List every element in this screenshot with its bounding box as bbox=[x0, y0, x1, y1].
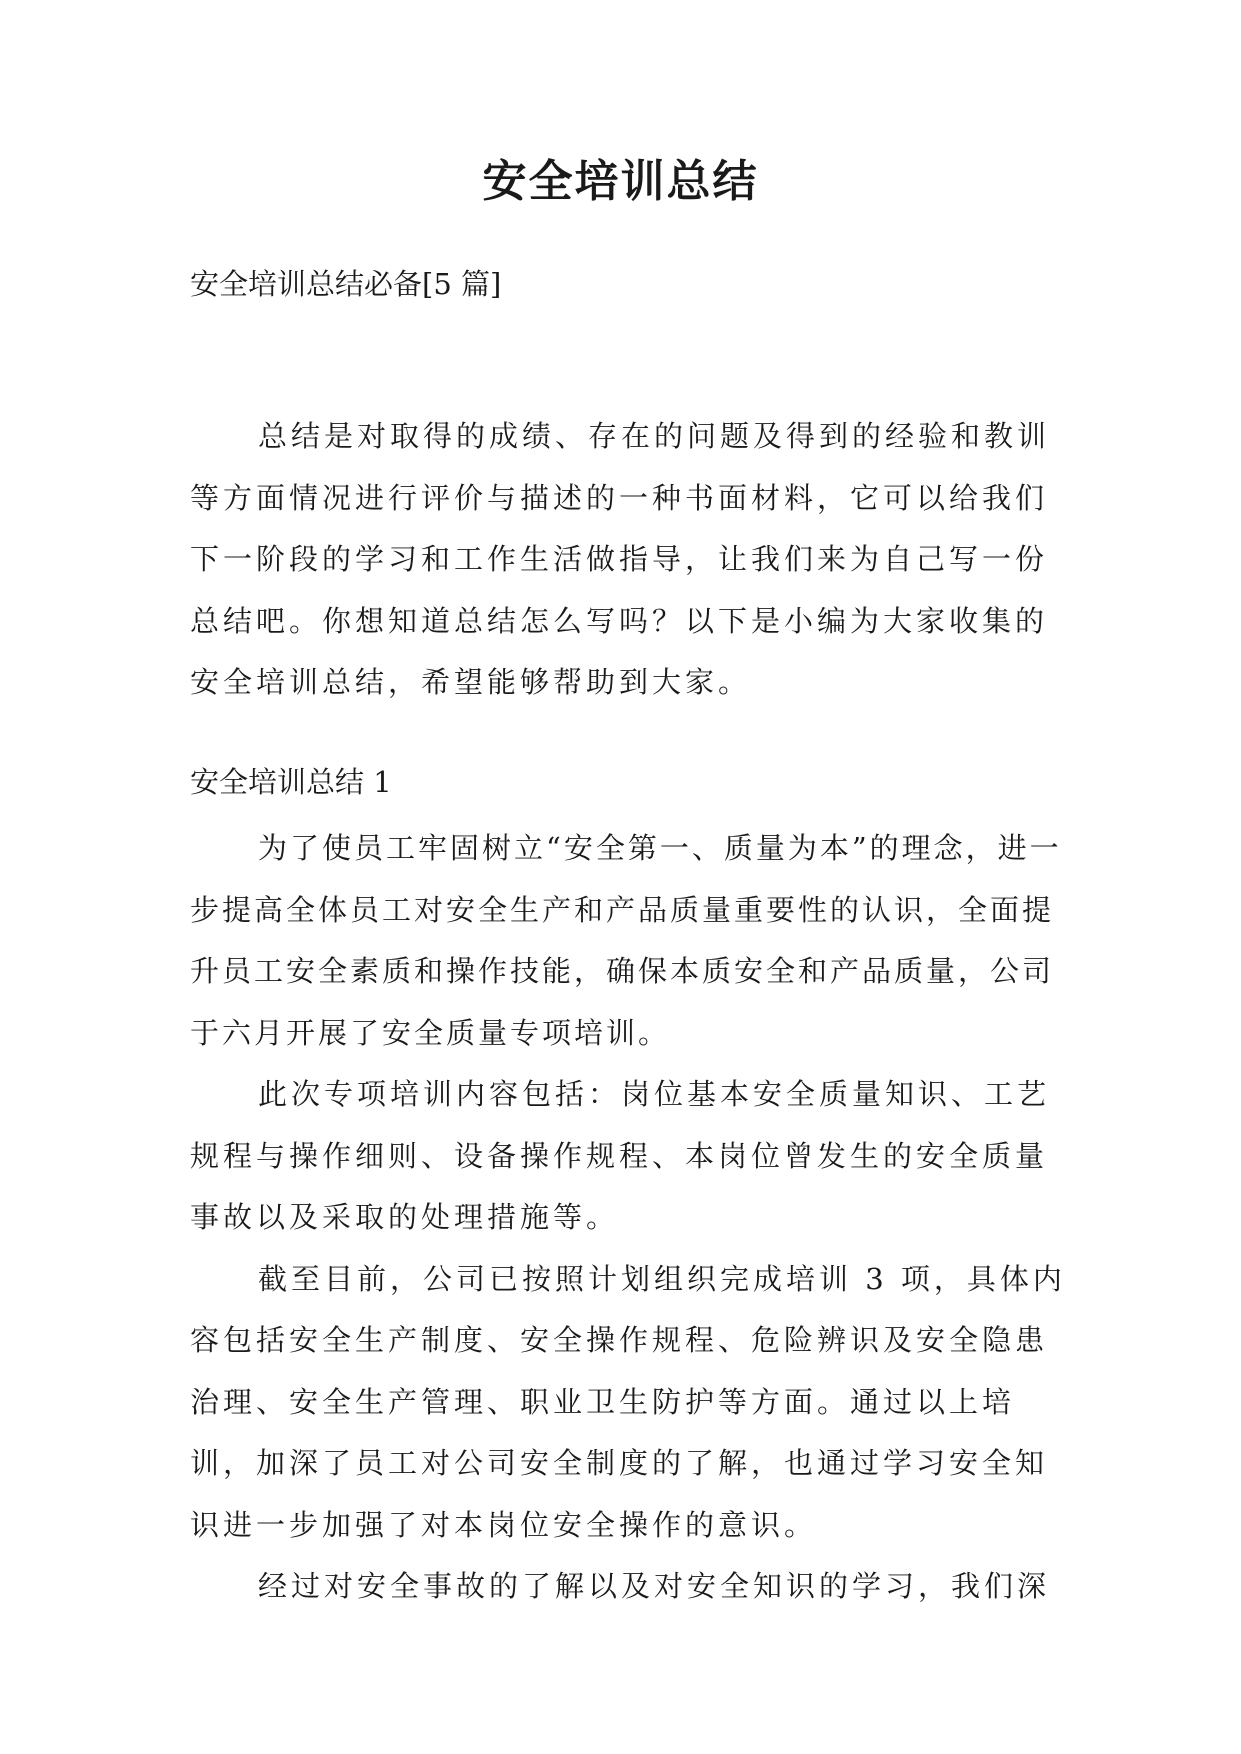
section-body bbox=[190, 818, 1070, 1618]
section-heading: 安全培训总结 1 bbox=[190, 765, 392, 799]
document-subtitle: 安全培训总结必备[5 篇] bbox=[190, 267, 502, 301]
body-paragraph: 截至目前，公司已按照计划组织完成培训 3 项，具体内容包括安全生产制度、安全操作规程、危险辨识及安全隐患治理、安全生产管理、职业卫生防护等方面。通过以上培训，加深了员工对公司安全制度的了解，也通过学习安全知识进一步加强了对本岗位安全操作的意识。 bbox=[190, 1261, 1066, 1542]
body-paragraph: 经过对安全事故的了解以及对安全知识的学习，我们深 bbox=[258, 1569, 1051, 1603]
document-title: 安全培训总结 bbox=[482, 156, 759, 207]
intro-paragraph: 总结是对取得的成绩、存在的问题及得到的经验和教训等方面情况进行评价与描述的一种书面材料，它可以给我们下一阶段的学习和工作生活做指导，让我们来为自己写一份总结吧。你想知道总结怎么写吗？以下是小编为大家收集的安全培训总结，希望能够帮助到大家。 bbox=[190, 419, 1051, 699]
body-paragraph: 为了使员工牢固树立“安全第一、质量为本”的理念，进一步提高全体员工对安全生产和产品质量重要性的认识，全面提升员工安全素质和操作技能，确保本质安全和产品质量，公司于六月开展了安全质量专项培训。 bbox=[190, 831, 1062, 1050]
body-paragraph: 此次专项培训内容包括：岗位基本安全质量知识、工艺规程与操作细则、设备操作规程、本岗位曾发生的安全质量事故以及采取的处理措施等。 bbox=[190, 1077, 1051, 1234]
